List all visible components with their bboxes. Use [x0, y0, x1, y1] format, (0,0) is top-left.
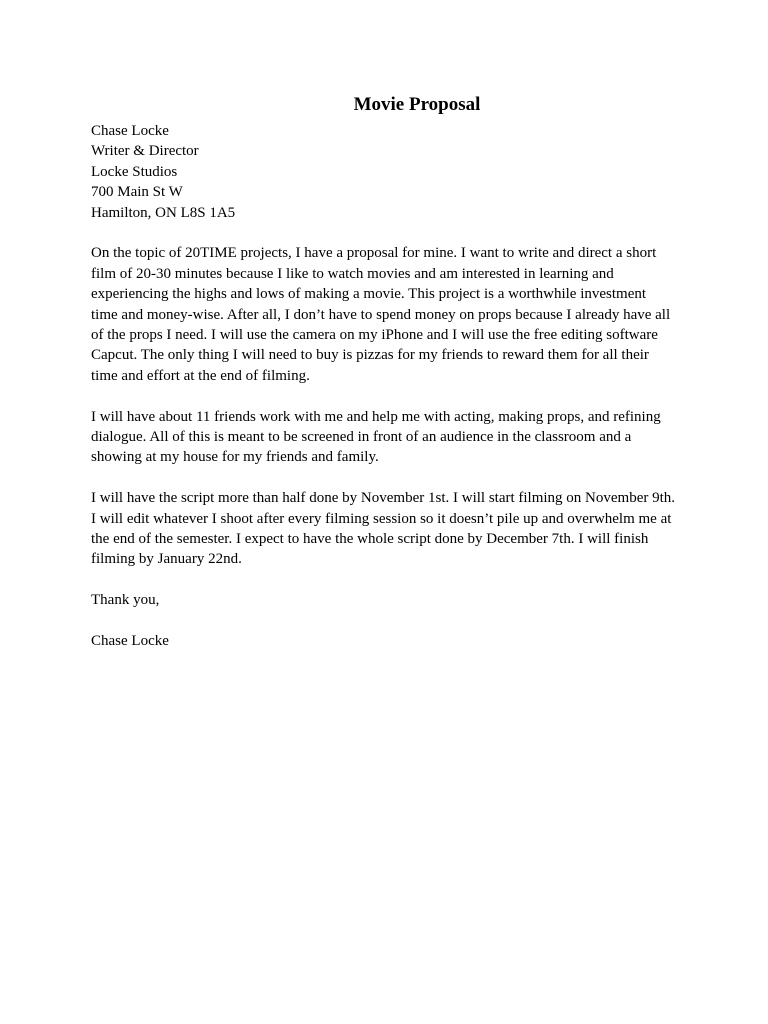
address-block	[91, 121, 690, 223]
paragraph-line: time and effort at the end of filming.	[91, 367, 310, 384]
paragraph-timeline	[91, 488, 691, 570]
city-postal: Hamilton, ON L8S 1A5	[91, 204, 236, 221]
paragraph-line: Capcut. The only thing I will need to buy is pizzas for my friends to reward them for all their	[91, 347, 649, 364]
paragraph-line: On the topic of 20TIME projects, I have a proposal for mine. I want to write and direct a short	[91, 245, 657, 262]
paragraph-line: time and money-wise. After all, I don’t have to spend money on props because I already have all	[91, 306, 671, 323]
paragraph-line: the end of the semester. I expect to have the whole script done by December 7th. I will finish	[91, 531, 649, 548]
signature-name: Chase Locke	[91, 633, 169, 650]
paragraph-line: filming by January 22nd.	[91, 551, 242, 568]
studio-name: Locke Studios	[91, 163, 178, 180]
paragraph-line: I will edit whatever I shoot after every filming session so it doesn’t pile up and overwhelm me at	[91, 510, 672, 527]
paragraph-line: I will have the script more than half done by November 1st. I will start filming on November 9th.	[91, 490, 676, 507]
paragraph-line: film of 20-30 minutes because I like to watch movies and am interested in learning and	[91, 265, 614, 282]
paragraph-team-and-screening	[91, 407, 691, 468]
author-role: Writer & Director	[91, 143, 199, 160]
street-address: 700 Main St W	[91, 184, 183, 201]
author-name: Chase Locke	[91, 123, 169, 139]
paragraph-line: of the props I need. I will use the camera on my iPhone and I will use the free editing software	[91, 327, 658, 344]
closing-line: Thank you,	[91, 592, 160, 609]
paragraph-line: showing at my house for my friends and family.	[91, 449, 379, 466]
paragraph-line: dialogue. All of this is meant to be screened in front of an audience in the classroom and a	[91, 429, 632, 446]
paragraph-line: I will have about 11 friends work with me and help me with acting, making props, and refining	[91, 408, 661, 425]
document-title: Movie Proposal	[353, 94, 481, 115]
paragraph-line: experiencing the highs and lows of making a movie. This project is a worthwhile investment	[91, 286, 647, 303]
paragraph-project-overview	[91, 243, 691, 386]
